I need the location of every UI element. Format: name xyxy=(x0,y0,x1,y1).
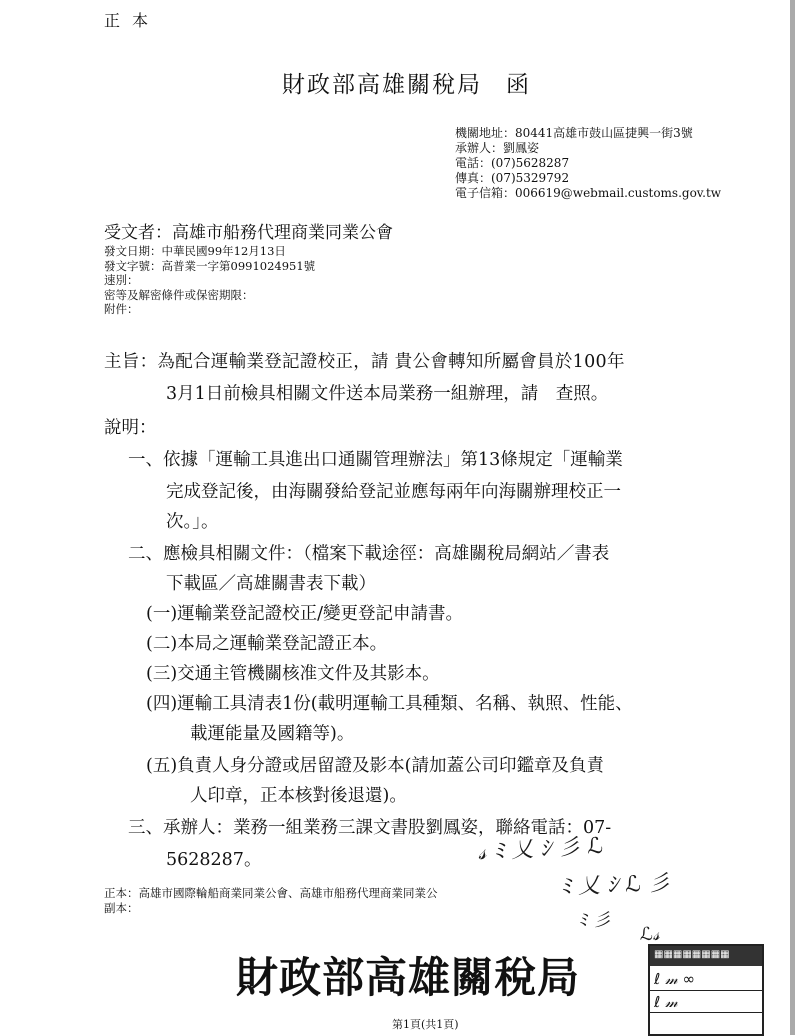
handwritten-note-line-2: ﾐ 乂 ｼ ℒ 彡 xyxy=(559,871,671,900)
contact-address: 機關地址：80441高雄市鼓山區捷興一街3號 xyxy=(455,126,693,140)
document-title xyxy=(282,66,531,99)
issue-date: 發文日期：中華民國99年12月13日 xyxy=(104,244,286,258)
receipt-stamp-divider-1 xyxy=(650,990,762,991)
receipt-stamp-number: ℓ 𝓂 xyxy=(654,993,678,1011)
item-1-line-1: 一、依據「運輸工具進出口通關管理辦法」第13條規定「運輸業 xyxy=(128,450,623,470)
item-2-line-2: 下載區／高雄關書表下載） xyxy=(166,574,376,594)
original-recipients: 正本：高雄市國際輪船商業同業公會、高雄市船務代理商業同業公 xyxy=(104,886,438,900)
urgency: 速別： xyxy=(104,273,139,287)
receipt-stamp-header xyxy=(650,946,762,966)
contact-block xyxy=(455,126,721,201)
item-3-line-2: 5628287。 xyxy=(166,850,262,870)
scan-edge xyxy=(790,0,795,1035)
classification: 密等及解密條件或保密期限： xyxy=(104,287,254,302)
subject-line-2: 3月1日前檢具相關文件送本局業務一組辦理，請 查照。 xyxy=(166,384,609,404)
sub-item-1: (一)運輸業登記證校正/變更登記申請書。 xyxy=(146,604,464,624)
handwritten-note-line-1: 𝓈 ﾐ 乂 ｼ 彡 ℒ xyxy=(477,833,604,866)
item-1-line-3: 次。」。 xyxy=(166,512,219,532)
sub-item-5-line-2: 人印章，正本核對後退還)。 xyxy=(190,786,407,806)
page-number: 第1頁(共1頁) xyxy=(392,1018,459,1031)
receipt-stamp-date: ℓ 𝓂 ∞ xyxy=(654,970,695,988)
contact-fax: 傳真：(07)5329792 xyxy=(455,171,570,185)
explanation-label: 說明： xyxy=(104,418,157,438)
copy-recipients: 副本： xyxy=(104,901,139,915)
receipt-stamp xyxy=(648,944,764,1036)
agency-name: 財政部高雄關稅局 xyxy=(282,72,482,98)
sub-item-5-line-1: (五)負責人身分證或居留證及影本(請加蓋公司印鑑章及負責 xyxy=(146,756,604,776)
handwritten-note-line-3: ﾐ 彡 xyxy=(578,910,611,931)
recipient: 受文者：高雄市船務代理商業同業公會 xyxy=(104,223,393,243)
item-1-line-2: 完成登記後，由海關發給登記並應每兩年向海關辦理校正一 xyxy=(166,482,621,502)
sub-item-4-line-2: 載運能量及國籍等)。 xyxy=(190,724,355,744)
item-2-line-1: 二、應檢具相關文件：（檔案下載途徑：高雄關稅局網站／書表 xyxy=(128,544,610,564)
sub-item-4-line-1: (四)運輸工具清表1份(載明運輸工具種類、名稱、執照、性能、 xyxy=(146,694,633,714)
agency-seal: 財政部高雄關稅局 xyxy=(236,953,581,1002)
document-number: 發文字號：高普業一字第0991024951號 xyxy=(104,258,316,273)
distribution-block xyxy=(104,886,438,916)
contact-phone: 電話：(07)5628287 xyxy=(455,156,570,170)
receipt-stamp-divider-2 xyxy=(650,1012,762,1013)
contact-email: 電子信箱：006619@webmail.customs.gov.tw xyxy=(455,186,722,200)
sub-item-3: (三)交通主管機關核准文件及其影本。 xyxy=(146,664,440,684)
sub-item-2: (二)本局之運輸業登記證正本。 xyxy=(146,634,388,654)
contact-handler: 承辦人：劉鳳姿 xyxy=(455,141,540,155)
handwritten-signature: ℒ𝓈 xyxy=(640,924,660,945)
subject-line-1: 主旨：為配合運輸業登記證校正，請 貴公會轉知所屬會員於100年 xyxy=(104,352,625,372)
receipt-stamp-header-glyphs: ▦▦▦▦▦▦▦▦ xyxy=(654,949,730,960)
document-form: 函 xyxy=(506,72,531,98)
meta-block xyxy=(104,244,315,317)
attachments: 附件： xyxy=(104,302,139,316)
copy-tag: 正本 xyxy=(104,11,161,30)
item-3-line-1: 三、承辦人：業務一組業務三課文書股劉鳳姿，聯絡電話：07- xyxy=(128,818,612,838)
